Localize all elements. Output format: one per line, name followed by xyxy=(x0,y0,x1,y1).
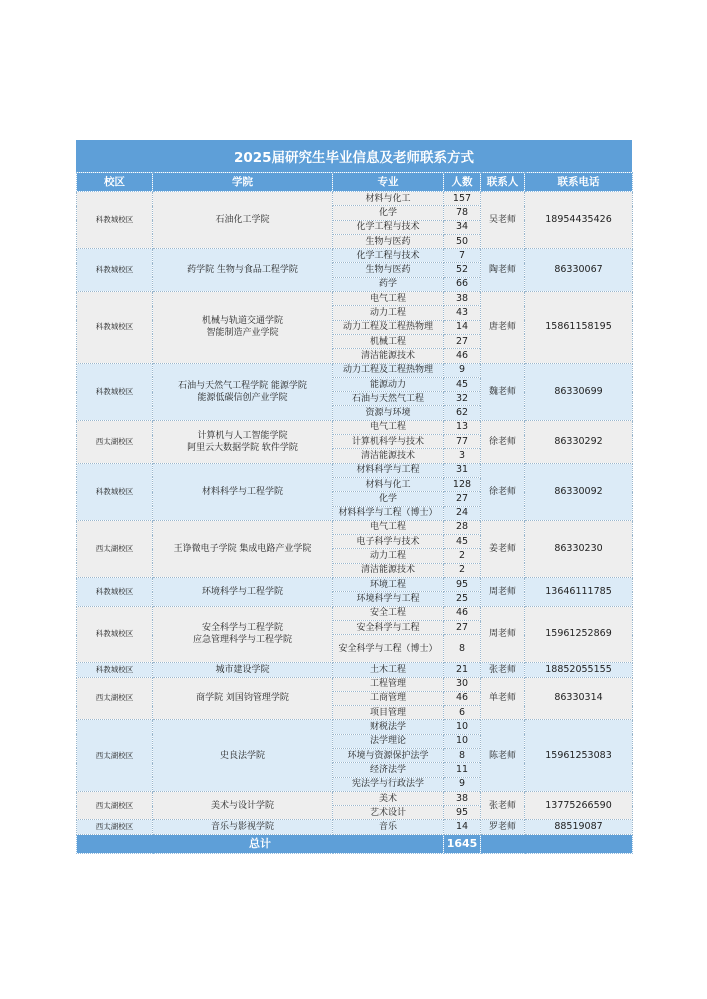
major-cell: 宪法学与行政法学 xyxy=(333,777,444,791)
major-cell: 项目管理 xyxy=(333,706,444,720)
college-name-line: 材料科学与工程学院 xyxy=(201,486,283,497)
header-campus: 校区 xyxy=(77,173,153,192)
major-cell: 音乐 xyxy=(333,820,444,834)
college-cell xyxy=(153,663,333,677)
phone-cell: 86330292 xyxy=(525,420,633,463)
count-cell: 95 xyxy=(444,806,481,820)
major-cell: 电气工程 xyxy=(333,292,444,306)
count-cell: 24 xyxy=(444,506,481,520)
phone-cell: 15961253083 xyxy=(525,720,633,791)
count-cell: 95 xyxy=(444,578,481,592)
phone-cell: 86330314 xyxy=(525,677,633,720)
college-cell xyxy=(153,363,333,420)
count-cell: 78 xyxy=(444,206,481,220)
count-cell: 128 xyxy=(444,477,481,491)
count-cell: 32 xyxy=(444,392,481,406)
college-cell xyxy=(153,520,333,577)
major-cell: 清洁能源技术 xyxy=(333,563,444,577)
campus-cell: 西太湖校区 xyxy=(77,520,153,577)
phone-cell: 13775266590 xyxy=(525,791,633,820)
count-cell: 46 xyxy=(444,606,481,620)
major-cell: 电气工程 xyxy=(333,420,444,434)
count-cell: 30 xyxy=(444,677,481,691)
table-row xyxy=(77,292,633,306)
count-cell: 31 xyxy=(444,463,481,477)
header-major: 专业 xyxy=(333,173,444,192)
contact-cell: 罗老师 xyxy=(481,820,525,834)
phone-cell: 13646111785 xyxy=(525,578,633,607)
count-cell: 43 xyxy=(444,306,481,320)
major-cell: 能源动力 xyxy=(333,377,444,391)
contact-cell: 姜老师 xyxy=(481,520,525,577)
table-row xyxy=(77,578,633,592)
college-name-line: 城市建设学院 xyxy=(215,664,270,675)
table-row xyxy=(77,820,633,834)
count-cell: 3 xyxy=(444,449,481,463)
phone-cell: 88519087 xyxy=(525,820,633,834)
college-cell xyxy=(153,463,333,520)
campus-cell: 西太湖校区 xyxy=(77,820,153,834)
college-name-line: 美术与设计学院 xyxy=(210,800,274,811)
table-row xyxy=(77,463,633,477)
college-name-line: 音乐与影视学院 xyxy=(210,822,274,833)
phone-cell: 86330092 xyxy=(525,463,633,520)
major-cell: 环境与资源保护法学 xyxy=(333,748,444,762)
major-cell: 化学 xyxy=(333,492,444,506)
major-cell: 清洁能源技术 xyxy=(333,449,444,463)
campus-cell: 科教城校区 xyxy=(77,249,153,292)
campus-cell: 科教城校区 xyxy=(77,578,153,607)
count-cell: 21 xyxy=(444,663,481,677)
college-name-line: 石油与天然气工程学院 能源学院 xyxy=(178,380,307,391)
college-cell xyxy=(153,249,333,292)
major-cell: 资源与环境 xyxy=(333,406,444,420)
header-phone: 联系电话 xyxy=(525,173,633,192)
header-count: 人数 xyxy=(444,173,481,192)
count-cell: 7 xyxy=(444,249,481,263)
graduate-info-sheet xyxy=(76,140,632,854)
college-cell xyxy=(153,720,333,791)
count-cell: 28 xyxy=(444,520,481,534)
contact-cell: 周老师 xyxy=(481,578,525,607)
info-table xyxy=(76,172,633,854)
major-cell: 财税法学 xyxy=(333,720,444,734)
header-college: 学院 xyxy=(153,173,333,192)
contact-cell: 徐老师 xyxy=(481,420,525,463)
major-cell: 计算机科学与技术 xyxy=(333,435,444,449)
count-cell: 13 xyxy=(444,420,481,434)
count-cell: 66 xyxy=(444,277,481,291)
major-cell: 化学工程与技术 xyxy=(333,249,444,263)
count-cell: 46 xyxy=(444,349,481,363)
major-cell: 工程管理 xyxy=(333,677,444,691)
count-cell: 8 xyxy=(444,748,481,762)
contact-cell: 徐老师 xyxy=(481,463,525,520)
count-cell: 10 xyxy=(444,720,481,734)
major-cell: 药学 xyxy=(333,277,444,291)
major-cell: 动力工程及工程热物理 xyxy=(333,320,444,334)
college-name-line: 机械与轨道交通学院 xyxy=(201,316,283,327)
header-contact: 联系人 xyxy=(481,173,525,192)
contact-cell: 周老师 xyxy=(481,606,525,663)
count-cell: 14 xyxy=(444,320,481,334)
major-cell: 经济法学 xyxy=(333,763,444,777)
college-name-line: 石油化工学院 xyxy=(215,215,270,226)
count-cell: 8 xyxy=(444,635,481,663)
campus-cell: 西太湖校区 xyxy=(77,677,153,720)
major-cell: 材料科学与工程 xyxy=(333,463,444,477)
count-cell: 27 xyxy=(444,620,481,634)
major-cell: 美术 xyxy=(333,791,444,805)
college-name-line: 应急管理科学与工程学院 xyxy=(192,635,292,646)
count-cell: 46 xyxy=(444,691,481,705)
college-name-line: 史良法学院 xyxy=(219,750,265,761)
phone-cell: 86330067 xyxy=(525,249,633,292)
count-cell: 34 xyxy=(444,220,481,234)
major-cell: 化学工程与技术 xyxy=(333,220,444,234)
major-cell: 工商管理 xyxy=(333,691,444,705)
contact-cell: 陈老师 xyxy=(481,720,525,791)
count-cell: 2 xyxy=(444,549,481,563)
contact-cell: 魏老师 xyxy=(481,363,525,420)
table-row xyxy=(77,791,633,805)
table-row xyxy=(77,363,633,377)
contact-cell: 吴老师 xyxy=(481,192,525,249)
total-row xyxy=(77,834,633,853)
college-name-line: 阿里云大数据学院 软件学院 xyxy=(187,442,298,453)
major-cell: 材料科学与工程（博士） xyxy=(333,506,444,520)
major-cell: 生物与医药 xyxy=(333,263,444,277)
college-cell xyxy=(153,292,333,363)
count-cell: 14 xyxy=(444,820,481,834)
table-row xyxy=(77,192,633,206)
table-body xyxy=(77,192,633,835)
total-filler xyxy=(481,834,633,853)
campus-cell: 科教城校区 xyxy=(77,363,153,420)
count-cell: 52 xyxy=(444,263,481,277)
major-cell: 安全科学与工程（博士） xyxy=(333,635,444,663)
major-cell: 环境科学与工程 xyxy=(333,592,444,606)
college-name-line: 安全科学与工程学院 xyxy=(201,623,283,634)
major-cell: 材料与化工 xyxy=(333,192,444,206)
table-row xyxy=(77,420,633,434)
count-cell: 11 xyxy=(444,763,481,777)
major-cell: 电子科学与技术 xyxy=(333,535,444,549)
major-cell: 生物与医药 xyxy=(333,234,444,248)
college-name-line: 药学院 生物与食品工程学院 xyxy=(187,265,298,276)
major-cell: 安全工程 xyxy=(333,606,444,620)
campus-cell: 科教城校区 xyxy=(77,292,153,363)
count-cell: 9 xyxy=(444,363,481,377)
college-name-line: 能源低碳信创产业学院 xyxy=(197,392,288,403)
campus-cell: 西太湖校区 xyxy=(77,791,153,820)
count-cell: 25 xyxy=(444,592,481,606)
major-cell: 电气工程 xyxy=(333,520,444,534)
major-cell: 土木工程 xyxy=(333,663,444,677)
major-cell: 材料与化工 xyxy=(333,477,444,491)
count-cell: 45 xyxy=(444,377,481,391)
major-cell: 动力工程及工程热物理 xyxy=(333,363,444,377)
college-cell xyxy=(153,791,333,820)
campus-cell: 科教城校区 xyxy=(77,463,153,520)
phone-cell: 18954435426 xyxy=(525,192,633,249)
major-cell: 动力工程 xyxy=(333,549,444,563)
phone-cell: 86330699 xyxy=(525,363,633,420)
major-cell: 环境工程 xyxy=(333,578,444,592)
count-cell: 77 xyxy=(444,435,481,449)
count-cell: 38 xyxy=(444,791,481,805)
campus-cell: 科教城校区 xyxy=(77,606,153,663)
major-cell: 清洁能源技术 xyxy=(333,349,444,363)
college-name-line: 商学院 刘国钧管理学院 xyxy=(196,693,289,704)
count-cell: 2 xyxy=(444,563,481,577)
major-cell: 石油与天然气工程 xyxy=(333,392,444,406)
college-cell xyxy=(153,420,333,463)
contact-cell: 陶老师 xyxy=(481,249,525,292)
phone-cell: 86330230 xyxy=(525,520,633,577)
college-name-line: 王诤微电子学院 集成电路产业学院 xyxy=(173,543,312,554)
contact-cell: 张老师 xyxy=(481,663,525,677)
contact-cell: 张老师 xyxy=(481,791,525,820)
major-cell: 机械工程 xyxy=(333,334,444,348)
college-cell xyxy=(153,192,333,249)
count-cell: 157 xyxy=(444,192,481,206)
contact-cell: 单老师 xyxy=(481,677,525,720)
count-cell: 50 xyxy=(444,234,481,248)
college-cell xyxy=(153,578,333,607)
college-cell xyxy=(153,820,333,834)
major-cell: 安全科学与工程 xyxy=(333,620,444,634)
college-cell xyxy=(153,677,333,720)
count-cell: 62 xyxy=(444,406,481,420)
table-row xyxy=(77,663,633,677)
count-cell: 10 xyxy=(444,734,481,748)
count-cell: 27 xyxy=(444,334,481,348)
major-cell: 法学理论 xyxy=(333,734,444,748)
college-name-line: 环境科学与工程学院 xyxy=(201,586,283,597)
major-cell: 艺术设计 xyxy=(333,806,444,820)
campus-cell: 西太湖校区 xyxy=(77,420,153,463)
sheet-title: 2025届研究生毕业信息及老师联系方式 xyxy=(76,140,632,172)
count-cell: 9 xyxy=(444,777,481,791)
table-row xyxy=(77,720,633,734)
table-row xyxy=(77,606,633,620)
contact-cell: 唐老师 xyxy=(481,292,525,363)
campus-cell: 科教城校区 xyxy=(77,192,153,249)
college-name-line: 智能制造产业学院 xyxy=(206,328,279,339)
campus-cell: 西太湖校区 xyxy=(77,720,153,791)
phone-cell: 15961252869 xyxy=(525,606,633,663)
table-row xyxy=(77,249,633,263)
major-cell: 动力工程 xyxy=(333,306,444,320)
total-value: 1645 xyxy=(444,834,481,853)
table-row xyxy=(77,677,633,691)
phone-cell: 18852055155 xyxy=(525,663,633,677)
count-cell: 27 xyxy=(444,492,481,506)
phone-cell: 15861158195 xyxy=(525,292,633,363)
college-cell xyxy=(153,606,333,663)
total-label: 总计 xyxy=(77,834,444,853)
count-cell: 45 xyxy=(444,535,481,549)
table-row xyxy=(77,520,633,534)
major-cell: 化学 xyxy=(333,206,444,220)
header-row xyxy=(77,173,633,192)
count-cell: 6 xyxy=(444,706,481,720)
college-name-line: 计算机与人工智能学院 xyxy=(197,430,288,441)
campus-cell: 科教城校区 xyxy=(77,663,153,677)
count-cell: 38 xyxy=(444,292,481,306)
